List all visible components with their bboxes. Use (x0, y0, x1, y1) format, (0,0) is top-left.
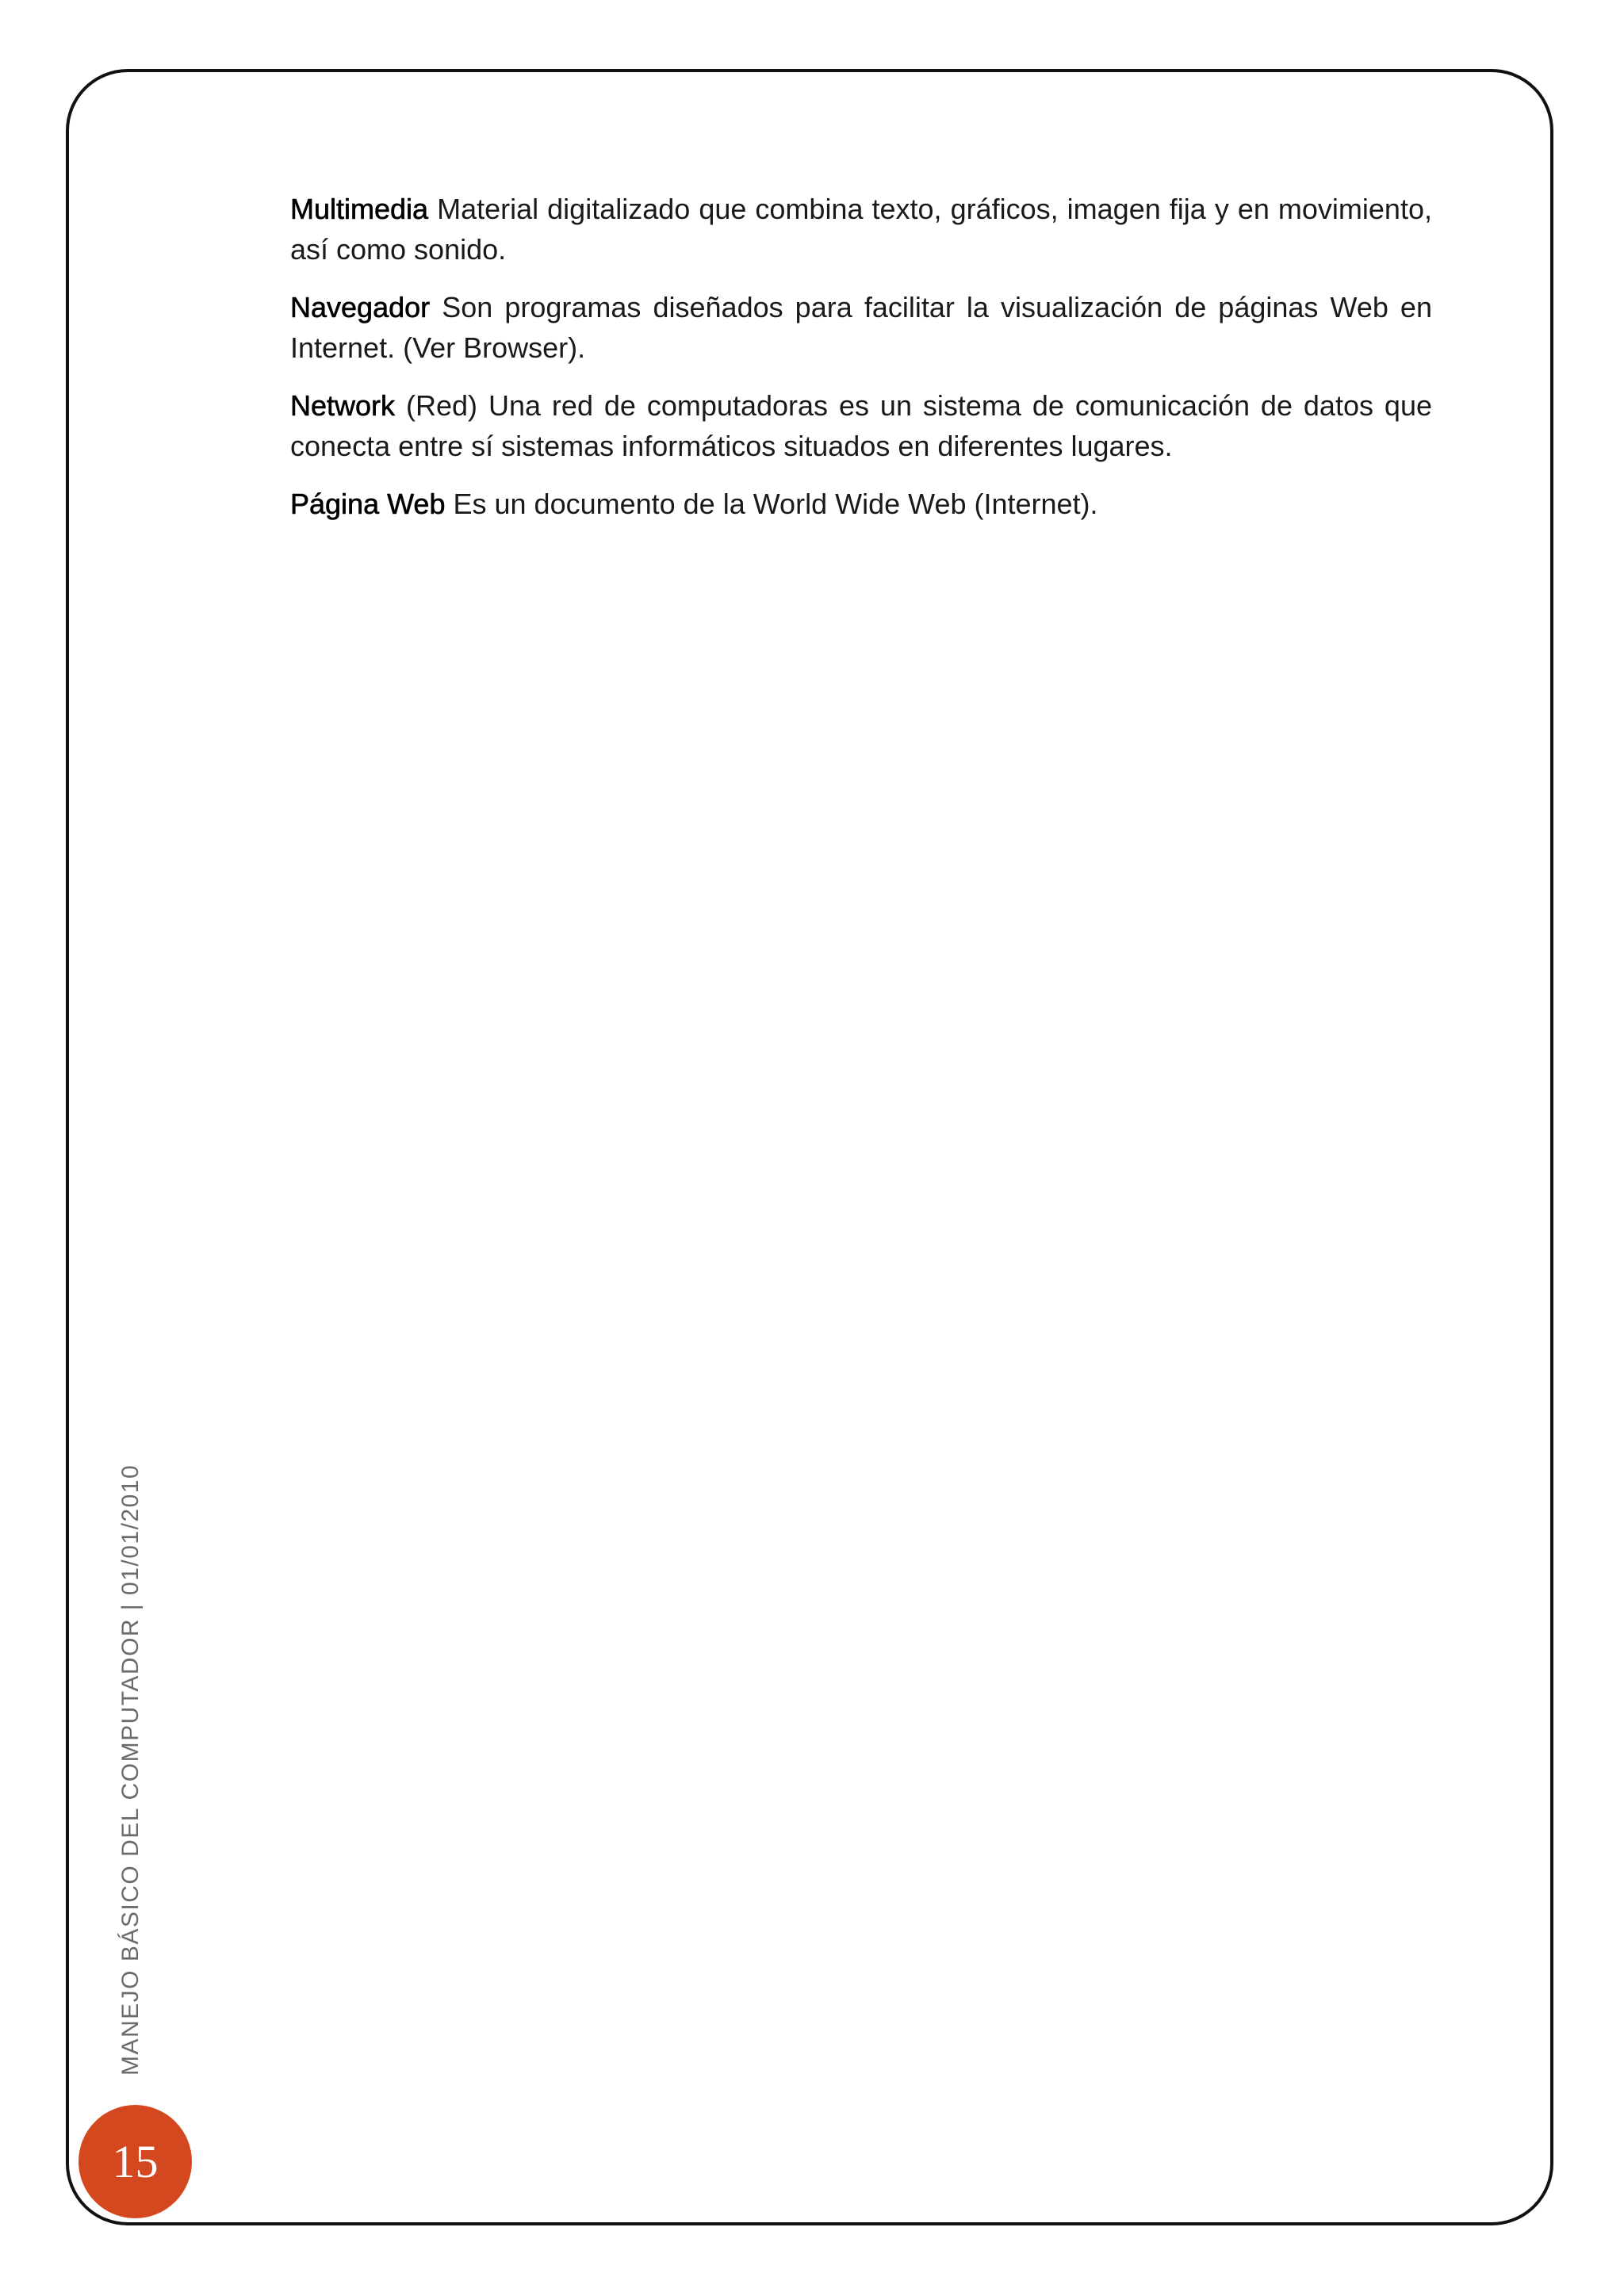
glossary-term: Navegador (290, 291, 431, 323)
glossary-entry-multimedia (290, 189, 1432, 270)
glossary-term: Página Web (290, 488, 446, 520)
glossary-definition: Son programas diseñados para facilitar la visualización de páginas Web en Internet. (Ver Browser). (290, 291, 1432, 364)
glossary-entry-navegador (290, 287, 1432, 368)
glossary-definition: Es un documento de la World Wide Web (Internet). (453, 488, 1098, 520)
page-number-badge (79, 2105, 192, 2218)
glossary-entry-pagina-web (290, 484, 1432, 524)
glossary-term: Network (290, 389, 396, 422)
glossary-entry-network (290, 385, 1432, 466)
glossary-definition: (Red) Una red de computadoras es un sistema de comunicación de datos que conecta entre sí sistemas informáticos situados en diferentes lugares. (290, 389, 1432, 462)
page-number: 15 (112, 2135, 159, 2187)
glossary-content (290, 189, 1432, 541)
glossary-definition: Material digitalizado que combina texto, gráficos, imagen fija y en movimiento, así como sonido. (290, 193, 1432, 266)
glossary-term: Multimedia (290, 193, 429, 225)
sidebar-document-label: MANEJO BÁSICO DEL COMPUTADOR | 01/01/2010 (117, 1464, 144, 2076)
